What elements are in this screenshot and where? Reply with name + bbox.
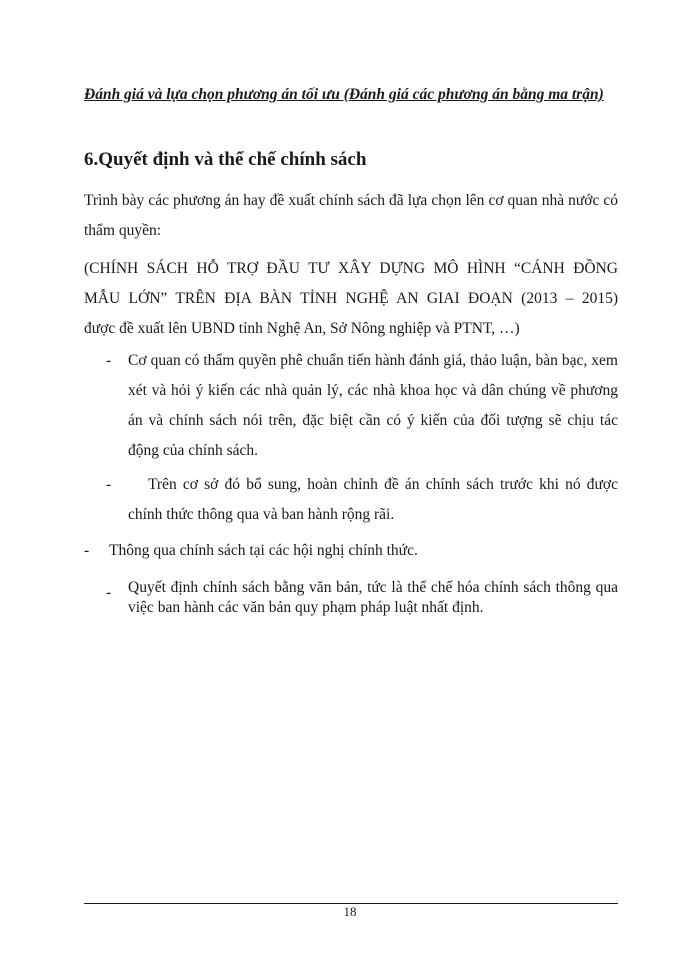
intro-paragraph: Trình bày các phương án hay đề xuất chính sách đã lựa chọn lên cơ quan nhà nước có thẩm quyền:: [84, 192, 618, 239]
policy-line-1: (CHÍNH SÁCH HỖ TRỢ ĐẦU TƯ XÂY DỰNG MÔ HÌNH “CÁNH ĐỒNG: [84, 260, 618, 277]
section-title: 6.Quyết định và thể chế chính sách: [84, 149, 367, 170]
list-item-text: Quyết định chính sách bằng văn bản, tức là thể chế hóa chính sách thông qua việc ban hành các văn bản quy phạm pháp luật nhất định.: [128, 579, 618, 616]
bullet-dash: -: [84, 542, 90, 559]
bullet-dash: -: [106, 352, 112, 369]
list-item-text: Trên cơ sở đó bổ sung, hoàn chỉnh đề án chính sách trước khi nó được chính thức thông qua và ban hành rộng rãi.: [128, 476, 618, 523]
bullet-dash: -: [106, 476, 112, 493]
policy-line-2: MẪU LỚN” TRÊN ĐỊA BÀN TỈNH NGHỆ AN GIAI ĐOẠN (2013 – 2015): [84, 290, 618, 307]
policy-line-3: được đề xuất lên UBND tỉnh Nghệ An, Sở Nông nghiệp và PTNT, …): [84, 320, 520, 337]
bullet-dash: -: [106, 584, 112, 601]
list-item-text: Cơ quan có thẩm quyền phê chuẩn tiến hành đánh giá, thảo luận, bàn bạc, xem xét và hỏi ý kiến các nhà quản lý, các nhà khoa học và dân chúng về phương án và chính sách nói trên, đặc biệt cần có ý kiến của đối tượng sẽ chịu tác động của chính sách.: [128, 352, 618, 459]
policy-paragraph: [84, 254, 618, 344]
evaluation-heading: Đánh giá và lựa chọn phương án tối ưu (Đánh giá các phương án bằng ma trận): [84, 86, 604, 103]
list-item-text: Thông qua chính sách tại các hội nghị chính thức.: [109, 542, 418, 559]
page-number: 18: [343, 904, 357, 919]
